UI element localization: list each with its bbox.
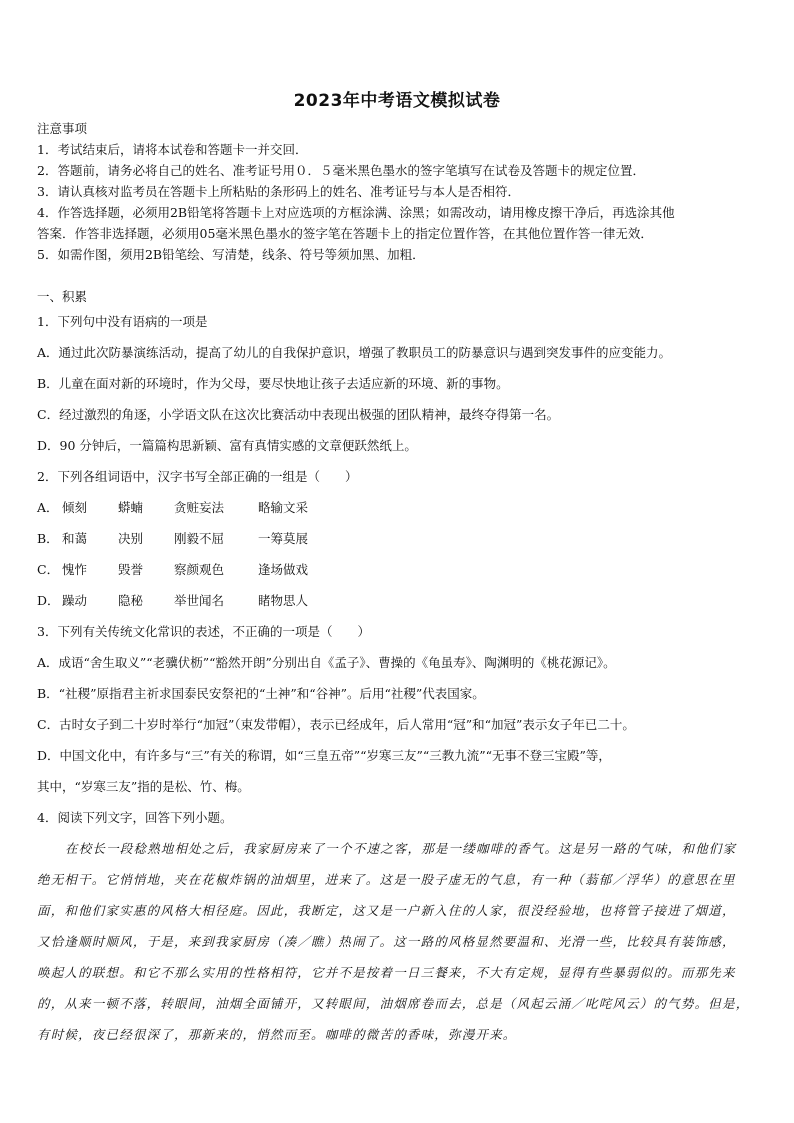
question-3-option-a: A．成语“舍生取义”“老骥伏枥”“豁然开朗”分别出自《孟子》、曹操的《龟虽寿》、陶渊明的《桃花源记》。 — [37, 655, 616, 670]
question-3-option-d: D．中国文化中，有许多与“三”有关的称谓，如“三皇五帝”“岁寒三友”“三教九流”“无事不登三宝殿”等， — [37, 748, 611, 763]
question-2-stem: 2．下列各组词语中，汉字书写全部正确的一组是（ ） — [37, 469, 358, 484]
option-word: 决别 — [118, 531, 144, 546]
option-label: A． — [37, 500, 59, 515]
notice-item: 答案．作答非选择题，必须用05毫米黑色墨水的签字笔在答题卡上的指定位置作答，在其他位置作答一律无效． — [37, 226, 653, 241]
option-word: 倾刻 — [62, 500, 88, 515]
notice-item: 5．如需作图，须用2B铅笔绘、写清楚，线条、符号等须加黑、加粗． — [37, 247, 425, 262]
passage-line: 面，和他们家实惠的风格大相径庭。因此，我断定，这又是一户新入住的人家，很没经验地，也将管子接进了烟道， — [37, 903, 736, 918]
passage-line: 唤起人的联想。和它不那么实用的性格相符，它并不是按着一日三餐来，不大有定规，显得有些暴弱似的。而那先来 — [37, 965, 736, 980]
question-4-stem: 4．阅读下列文字，回答下列小题。 — [37, 810, 233, 825]
question-3-option-b: B．“社稷”原指君主祈求国泰民安祭祀的“土神”和“谷神”。后用“社稷”代表国家。 — [37, 686, 485, 701]
passage-line: 绝无相干。它悄悄地，夹在花椒炸锅的油烟里，进来了。这是一股子虚无的气息，有一种（蓊郁／浮华）的意思在里 — [37, 872, 736, 887]
option-word: 愧怍 — [62, 562, 88, 577]
passage-line: 有时候，夜已经很深了，那新来的，悄然而至。咖啡的微苦的香味，弥漫开来。 — [37, 1027, 517, 1042]
option-word: 略输文采 — [258, 500, 309, 515]
option-label: B． — [37, 531, 59, 546]
notice-item: 2．答题前，请务必将自己的姓名、准考证号用０．５毫米黑色墨水的签字笔填写在试卷及答题卡的规定位置． — [37, 163, 645, 178]
question-1-option-d: D．90 分钟后，一篇篇构思新颖、富有真情实感的文章便跃然纸上。 — [37, 438, 417, 453]
notice-item: 1．考试结束后，请将本试卷和答题卡一并交回． — [37, 142, 308, 157]
question-3-option-d-cont: 其中，“岁寒三友”指的是松、竹、梅。 — [37, 779, 250, 794]
option-word: 睹物思人 — [258, 593, 309, 608]
option-word: 逢场做戏 — [258, 562, 309, 577]
option-word: 察颜观色 — [174, 562, 225, 577]
notice-item: 3．请认真核对监考员在答题卡上所粘贴的条形码上的姓名、准考证号与本人是否相符． — [37, 184, 520, 199]
question-1-option-a: A．通过此次防暴演练活动，提高了幼儿的自我保护意识，增强了教职员工的防暴意识与遇到突发事件的应变能力。 — [37, 345, 672, 360]
question-3-stem: 3．下列有关传统文化常识的表述，不正确的一项是（ ） — [37, 624, 370, 639]
page-title: 2023年中考语文模拟试卷 — [293, 91, 501, 111]
option-word: 和蔼 — [62, 531, 88, 546]
option-word: 一筹莫展 — [258, 531, 309, 546]
option-word: 举世闻名 — [174, 593, 225, 608]
option-word: 刚毅不屈 — [174, 531, 225, 546]
question-1-option-b: B．儿童在面对新的环境时，作为父母，要尽快地让孩子去适应新的环境、新的事物。 — [37, 376, 509, 391]
notice-item: 4．作答选择题，必须用2B铅笔将答题卡上对应选项的方框涂满、涂黑；如需改动，请用橡皮擦干净后，再选涂其他 — [37, 205, 675, 220]
option-word: 躁动 — [62, 593, 88, 608]
option-word: 贪赃妄法 — [174, 500, 225, 515]
passage-line: 又恰逢顺时顺风，于是，来到我家厨房（凑／瞧）热闹了。这一路的风格显然要温和、光滑一些，比较具有装饰感， — [37, 934, 736, 949]
option-label: C． — [37, 562, 60, 577]
option-word: 蟒蝻 — [118, 500, 144, 515]
option-label: D． — [37, 593, 60, 608]
passage-line: 在校长一段稔熟地相处之后，我家厨房来了一个不速之客，那是一缕咖啡的香气。这是另一路的气味，和他们家 — [65, 841, 737, 856]
question-3-option-c: C．古时女子到二十岁时举行“加冠”（束发带帽），表示已经成年，后人常用“冠”和“加冠”表示女子年已二十。 — [37, 717, 635, 732]
question-1-option-c: C．经过激烈的角逐，小学语文队在这次比赛活动中表现出极强的团队精神，最终夺得第一名。 — [37, 407, 560, 422]
section-heading: 一、积累 — [37, 289, 88, 304]
option-word: 毁誉 — [118, 562, 144, 577]
passage-line: 的，从来一顿不落，转眼间，油烟全面铺开，又转眼间，油烟席卷而去，总是（风起云涌／叱咤风云）的气势。但是， — [37, 996, 750, 1011]
notice-heading: 注意事项 — [37, 121, 88, 136]
question-1-stem: 1．下列句中没有语病的一项是 — [37, 314, 208, 329]
option-word: 隐秘 — [118, 593, 144, 608]
